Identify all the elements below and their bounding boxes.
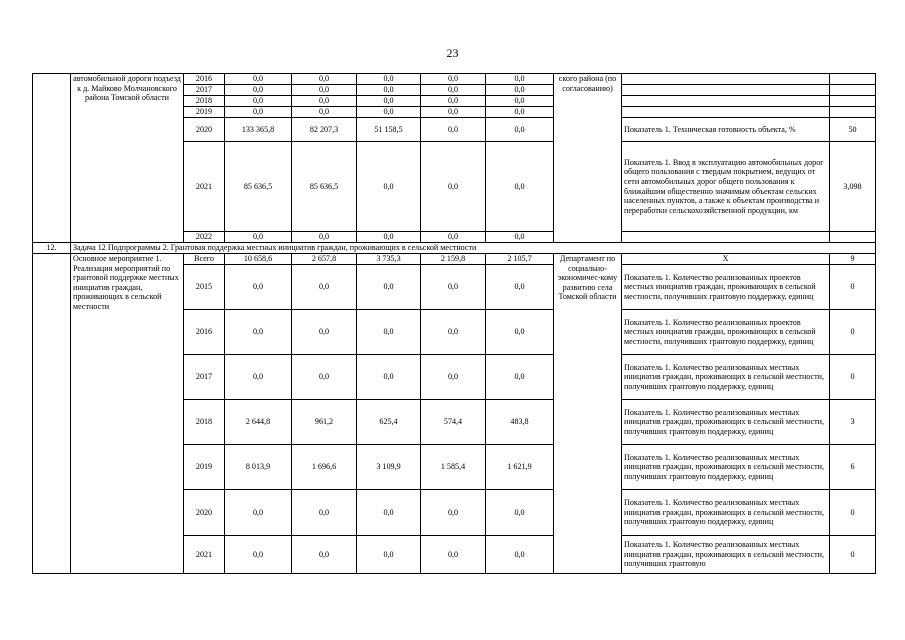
table-body [33, 74, 876, 574]
funding-value: 0,0 [421, 536, 486, 574]
funding-value: 0,0 [357, 265, 421, 310]
indicator-value: 50 [830, 118, 876, 142]
table-row [33, 74, 876, 85]
funding-value: 85 636,5 [225, 142, 292, 232]
funding-value: 0,0 [357, 142, 421, 232]
funding-value: 625,4 [357, 400, 421, 445]
indicator-value: 3 [830, 400, 876, 445]
indicator-value: 0 [830, 536, 876, 574]
funding-value: 1 621,9 [486, 445, 554, 490]
row-number-cell [33, 254, 71, 574]
year-cell: 2022 [184, 232, 225, 243]
indicator-cell: Показатель 1. Количество реализованных местных инициатив граждан, проживающих в сельской местности, получивших грантовую [622, 536, 830, 574]
funding-value: 2 644,8 [225, 400, 292, 445]
funding-value: 3 735,3 [357, 254, 421, 265]
task-number: 12. [33, 243, 71, 254]
funding-value: 0,0 [292, 74, 357, 85]
funding-value: 0,0 [225, 232, 292, 243]
funding-value: 3 109,9 [357, 445, 421, 490]
indicator-cell: Показатель 1. Количество реализованных местных инициатив граждан, проживающих в сельской местности, получивших грантовую поддержку, единиц [622, 355, 830, 400]
executor-cell: ского района (по согласованию) [554, 74, 622, 243]
funding-value: 0,0 [357, 310, 421, 355]
indicator-cell: Показатель 1. Количество реализованных проектов местных инициатив граждан, проживающих в сельской местности, получивших грантовую поддержку, единиц [622, 265, 830, 310]
indicator-value [830, 74, 876, 85]
activity-name: Основное мероприятие 1. Реализация мероприятий по грантовой поддержке местных инициатив граждан, проживающих в сельской местности [71, 254, 184, 574]
funding-value: 483,8 [486, 400, 554, 445]
task-row [33, 243, 876, 254]
row-number-cell [33, 74, 71, 243]
funding-value: 0,0 [225, 85, 292, 96]
funding-value: 0,0 [292, 310, 357, 355]
funding-value: 0,0 [357, 355, 421, 400]
indicator-value: 0 [830, 265, 876, 310]
year-cell: 2016 [184, 74, 225, 85]
funding-value: 0,0 [292, 107, 357, 118]
indicator-value: 0 [830, 490, 876, 536]
year-cell: 2016 [184, 310, 225, 355]
funding-value: 0,0 [292, 536, 357, 574]
indicator-cell: Показатель 1. Техническая готовность объекта, % [622, 118, 830, 142]
program-table [32, 73, 876, 574]
funding-value: 0,0 [357, 536, 421, 574]
indicator-value [830, 85, 876, 96]
year-cell: 2015 [184, 265, 225, 310]
indicator-cell: Показатель 1. Количество реализованных местных инициатив граждан, проживающих в сельской местности, получивших грантовую поддержку, единиц [622, 445, 830, 490]
funding-value: 0,0 [225, 74, 292, 85]
funding-value: 0,0 [225, 536, 292, 574]
funding-value: 2 105,7 [486, 254, 554, 265]
year-cell: 2020 [184, 118, 225, 142]
page-number: 23 [446, 46, 459, 60]
funding-value: 0,0 [225, 265, 292, 310]
funding-value: 0,0 [421, 490, 486, 536]
year-cell: 2017 [184, 355, 225, 400]
indicator-value [830, 232, 876, 243]
year-cell: 2018 [184, 96, 225, 107]
funding-value: 0,0 [486, 265, 554, 310]
funding-value: 0,0 [421, 107, 486, 118]
funding-value: 0,0 [486, 490, 554, 536]
year-cell: Всего [184, 254, 225, 265]
indicator-value [830, 96, 876, 107]
funding-value: 0,0 [486, 107, 554, 118]
indicator-cell: Показатель 1. Количество реализованных местных инициатив граждан, проживающих в сельской местности, получивших грантовую поддержку, единиц [622, 490, 830, 536]
year-cell: 2021 [184, 536, 225, 574]
task-title: Задача 12 Подпрограммы 2. Грантовая поддержка местных инициатив граждан, проживающих в сельской местности [71, 243, 876, 254]
indicator-cell [622, 96, 830, 107]
indicator-value [830, 107, 876, 118]
funding-value: 0,0 [486, 536, 554, 574]
funding-value: 0,0 [421, 232, 486, 243]
funding-value: 0,0 [292, 490, 357, 536]
funding-value: 0,0 [486, 85, 554, 96]
indicator-value: 9 [830, 254, 876, 265]
indicator-cell [622, 74, 830, 85]
indicator-value: 3,098 [830, 142, 876, 232]
indicator-cell: Показатель 1. Количество реализованных проектов местных инициатив граждан, проживающих в сельской местности, получивших грантовую поддержку, единиц [622, 310, 830, 355]
funding-value: 2 657,8 [292, 254, 357, 265]
funding-value: 0,0 [486, 96, 554, 107]
funding-value: 1 585,4 [421, 445, 486, 490]
table-row [33, 254, 876, 265]
indicator-cell [622, 85, 830, 96]
indicator-cell: X [622, 254, 830, 265]
indicator-value: 0 [830, 310, 876, 355]
funding-value: 961,2 [292, 400, 357, 445]
indicator-cell: Показатель 1. Количество реализованных местных инициатив граждан, проживающих в сельской местности, получивших грантовую поддержку, единиц [622, 400, 830, 445]
funding-value: 0,0 [292, 355, 357, 400]
indicator-value: 0 [830, 355, 876, 400]
funding-value: 0,0 [486, 232, 554, 243]
funding-value: 0,0 [225, 96, 292, 107]
funding-value: 574,4 [421, 400, 486, 445]
funding-value: 0,0 [292, 85, 357, 96]
funding-value: 0,0 [225, 490, 292, 536]
year-cell: 2017 [184, 85, 225, 96]
year-cell: 2020 [184, 490, 225, 536]
activity-name: автомобильной дороги подъезд к д. Майково Молчановского района Томской области [71, 74, 184, 243]
executor-cell: Департамент по социально-экономичес-кому развитию села Томской области [554, 254, 622, 574]
indicator-cell [622, 232, 830, 243]
funding-value: 0,0 [292, 265, 357, 310]
year-cell: 2018 [184, 400, 225, 445]
funding-value: 0,0 [486, 74, 554, 85]
year-cell: 2019 [184, 107, 225, 118]
funding-value: 0,0 [421, 85, 486, 96]
funding-value: 0,0 [421, 96, 486, 107]
funding-value: 8 013,9 [225, 445, 292, 490]
funding-value: 0,0 [421, 74, 486, 85]
funding-value: 0,0 [225, 355, 292, 400]
funding-value: 0,0 [486, 310, 554, 355]
funding-value: 0,0 [225, 310, 292, 355]
funding-value: 0,0 [357, 107, 421, 118]
funding-value: 1 696,6 [292, 445, 357, 490]
funding-value: 0,0 [486, 142, 554, 232]
funding-value: 85 636,5 [292, 142, 357, 232]
funding-value: 0,0 [292, 232, 357, 243]
funding-value: 0,0 [357, 74, 421, 85]
funding-value: 0,0 [421, 355, 486, 400]
funding-value: 0,0 [225, 107, 292, 118]
funding-value: 0,0 [357, 96, 421, 107]
funding-value: 0,0 [292, 96, 357, 107]
year-cell: 2019 [184, 445, 225, 490]
indicator-cell [622, 107, 830, 118]
indicator-value: 6 [830, 445, 876, 490]
funding-value: 0,0 [486, 118, 554, 142]
indicator-cell: Показатель 1. Ввод в эксплуатацию автомобильных дорог общего пользования с твердым покрытием, ведущих от сети автомобильных дорог общего пользования к ближайшим общественно значимым объектам сельских населенных пунктов, а также к объектам производства и переработки сельскохозяйственной продукции, км [622, 142, 830, 232]
funding-value: 0,0 [421, 310, 486, 355]
funding-value: 0,0 [486, 355, 554, 400]
funding-value: 82 207,3 [292, 118, 357, 142]
funding-value: 10 658,6 [225, 254, 292, 265]
funding-value: 0,0 [421, 142, 486, 232]
year-cell: 2021 [184, 142, 225, 232]
funding-value: 0,0 [357, 490, 421, 536]
funding-value: 0,0 [357, 85, 421, 96]
funding-value: 0,0 [357, 232, 421, 243]
funding-value: 2 159,8 [421, 254, 486, 265]
funding-value: 133 365,8 [225, 118, 292, 142]
funding-value: 0,0 [421, 265, 486, 310]
funding-value: 51 158,5 [357, 118, 421, 142]
funding-value: 0,0 [421, 118, 486, 142]
